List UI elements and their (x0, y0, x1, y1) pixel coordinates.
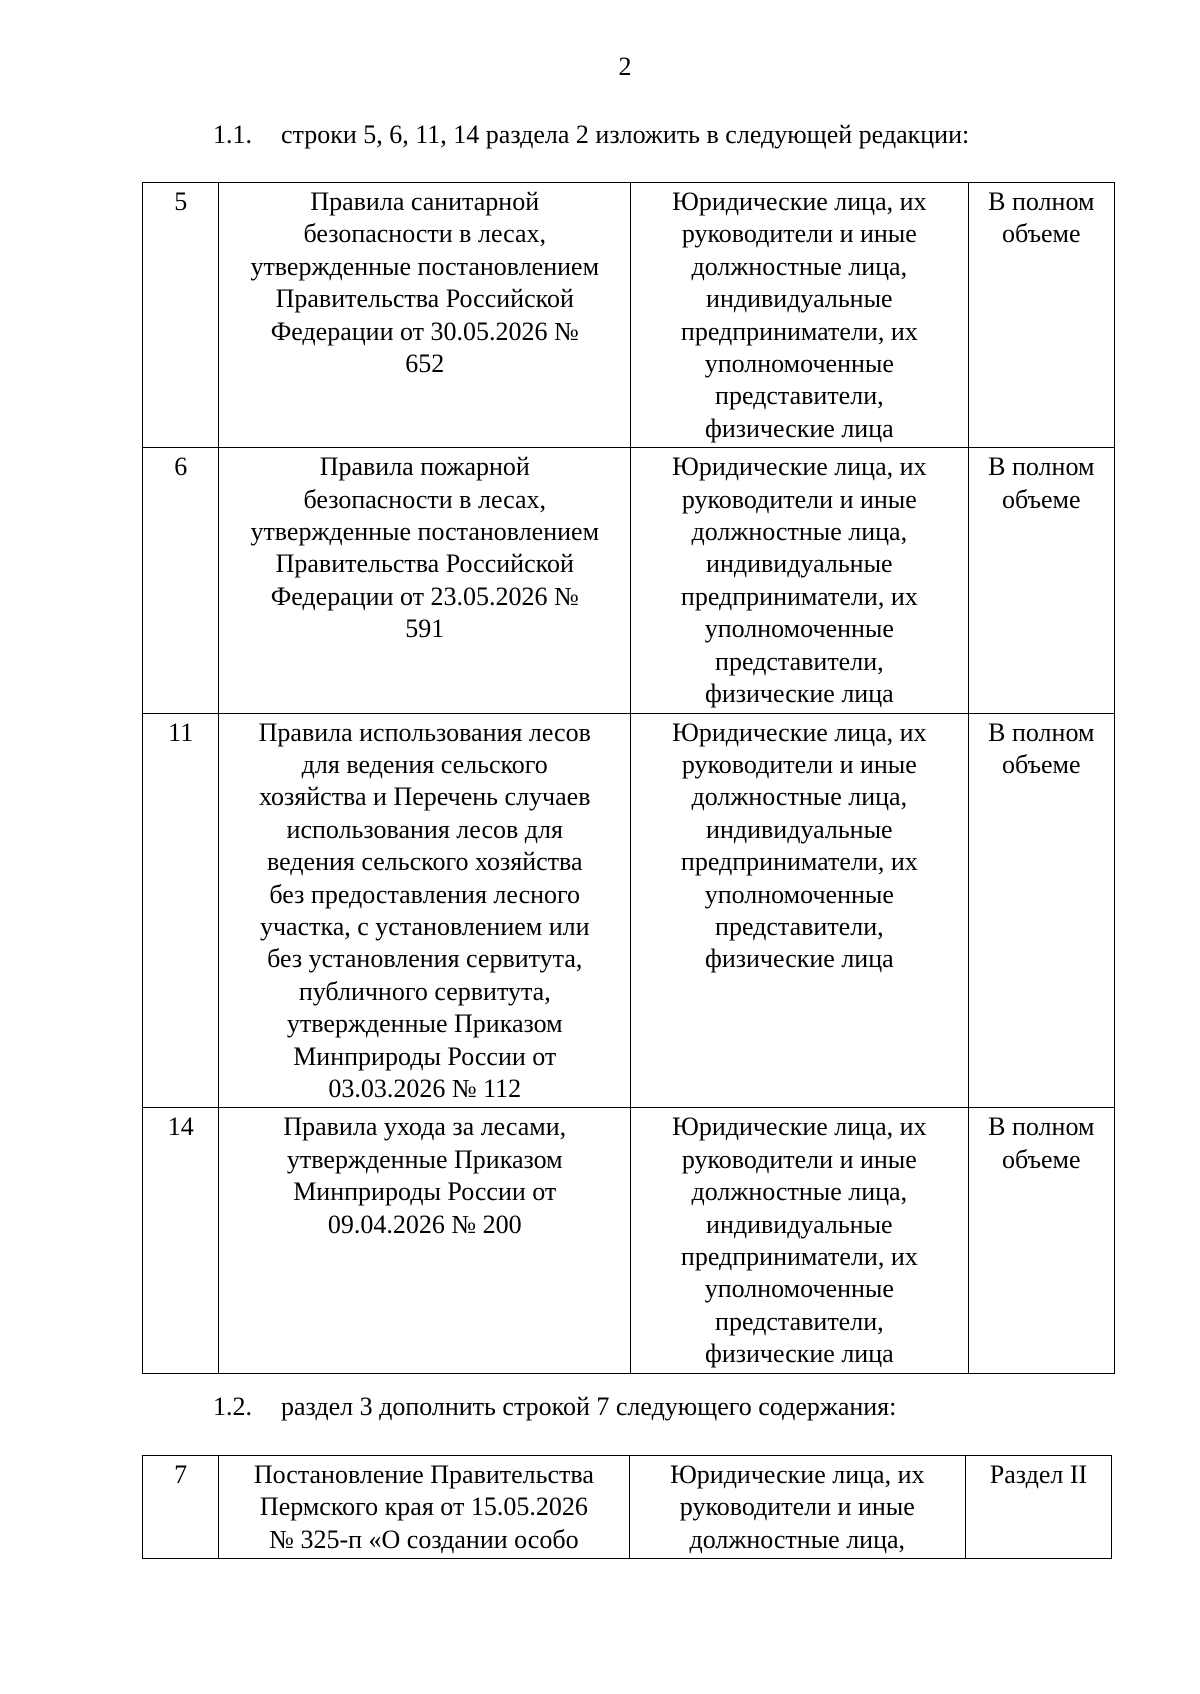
table-row (143, 448, 1115, 713)
document-cell: Постановление Правительства Пермского края от 15.05.2026 № 325-п «О создании особо (219, 1456, 629, 1559)
row-number-cell: 6 (143, 448, 219, 713)
table-row (143, 713, 1115, 1108)
scope-cell: В полном объеме (968, 1108, 1114, 1373)
table-row (143, 1108, 1115, 1373)
page-number: 2 (618, 52, 632, 81)
scope-cell: В полном объеме (968, 713, 1114, 1108)
paragraph-1-2 (213, 1392, 896, 1422)
row-number-cell: 7 (143, 1456, 219, 1559)
document-cell: Правила использования лесов для ведения сельского хозяйства и Перечень случаев использования лесов для ведения сельского хозяйства без предоставления лесного участка, с установлением или без установления сервитута, публичного сервитута, утвержденные Приказом Минприроды России от 03.03.2026 № 112 (219, 713, 631, 1108)
scope-cell: В полном объеме (968, 183, 1114, 448)
section-3-table (142, 1455, 1112, 1559)
paragraph-1-1 (213, 120, 969, 150)
row-number-cell: 11 (143, 713, 219, 1108)
subjects-cell: Юридические лица, их руководители и иные должностные лица, индивидуальные предприниматели, их уполномоченные представители, физические лица (631, 448, 968, 713)
table-row (143, 1456, 1112, 1559)
document-cell: Правила санитарной безопасности в лесах, утвержденные постановлением Правительства Российской Федерации от 30.05.2026 № 652 (219, 183, 631, 448)
scope-cell: Раздел II (965, 1456, 1111, 1559)
table-row (143, 183, 1115, 448)
scope-cell: В полном объеме (968, 448, 1114, 713)
row-number-cell: 14 (143, 1108, 219, 1373)
document-cell: Правила ухода за лесами, утвержденные Приказом Минприроды России от 09.04.2026 № 200 (219, 1108, 631, 1373)
subjects-cell: Юридические лица, их руководители и иные должностные лица, индивидуальные предприниматели, их уполномоченные представители, физические лица (631, 713, 968, 1108)
subjects-cell: Юридические лица, их руководители и иные должностные лица, индивидуальные предприниматели, их уполномоченные представители, физические лица (631, 1108, 968, 1373)
subjects-cell: Юридические лица, их руководители и иные должностные лица, (629, 1456, 965, 1559)
document-cell: Правила пожарной безопасности в лесах, утвержденные постановлением Правительства Российской Федерации от 23.05.2026 № 591 (219, 448, 631, 713)
paragraph-text: раздел 3 дополнить строкой 7 следующего содержания: (281, 1392, 897, 1421)
paragraph-text: строки 5, 6, 11, 14 раздела 2 изложить в следующей редакции: (281, 120, 970, 149)
section-2-table (142, 182, 1115, 1374)
paragraph-number: 1.2. (213, 1392, 252, 1421)
subjects-cell: Юридические лица, их руководители и иные должностные лица, индивидуальные предприниматели, их уполномоченные представители, физические лица (631, 183, 968, 448)
row-number-cell: 5 (143, 183, 219, 448)
paragraph-number: 1.1. (213, 120, 252, 149)
